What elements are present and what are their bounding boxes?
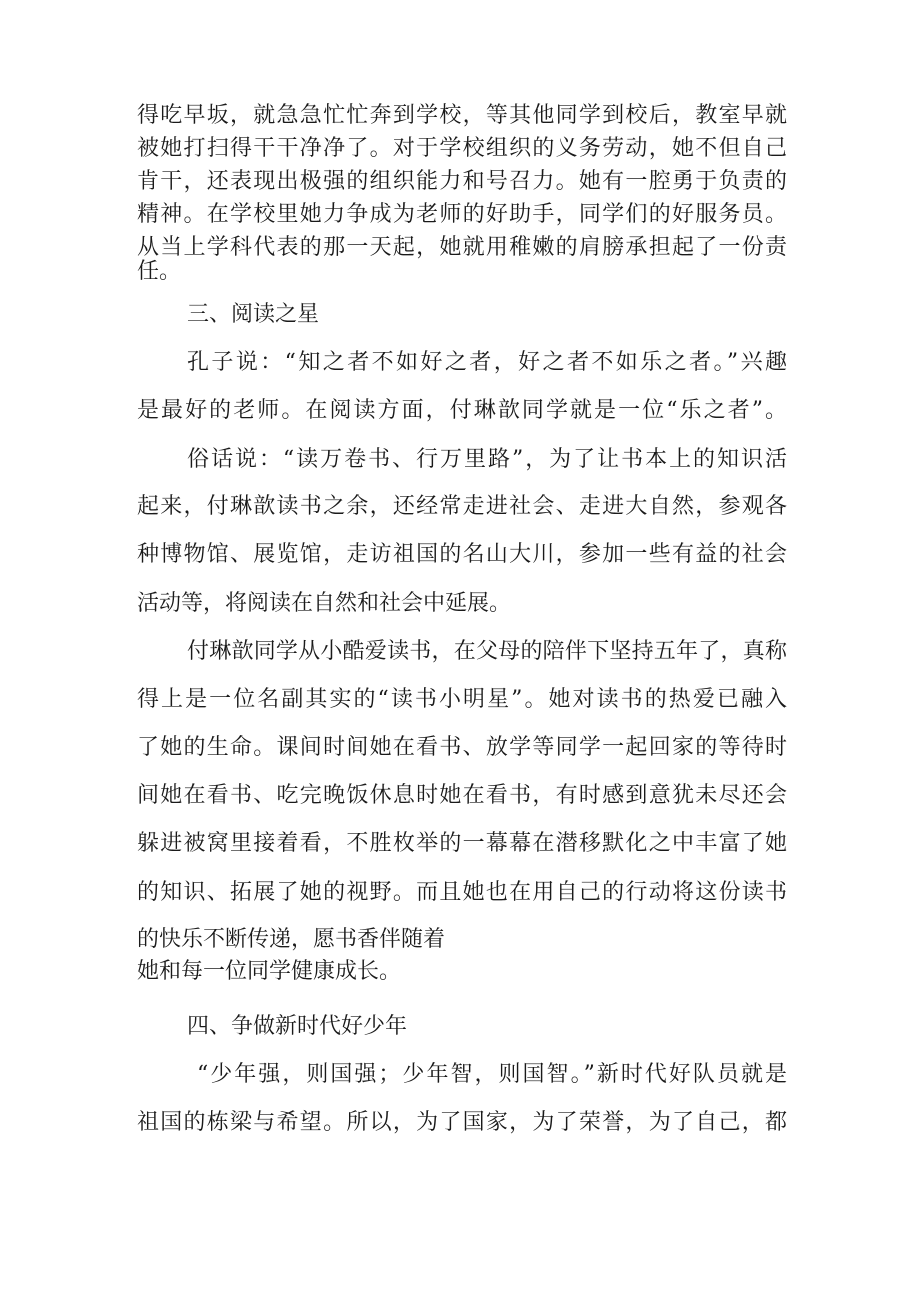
paragraph-line: 被她打扫得干干净净了。对于学校组织的义务劳动，她不但自己	[137, 136, 787, 161]
paragraph-line: 起来，付琳歆读书之余，还经常走进社会、走进大自然，参观各	[137, 494, 787, 519]
paragraph-line: 了她的生命。课间时间她在看书、放学等同学一起回家的等待时	[137, 735, 787, 760]
paragraph-line: 俗话说：“读万卷书、行万里路”，为了让书本上的知识活	[187, 447, 787, 472]
paragraph-line: 得上是一位名副其实的“读书小明星”。她对读书的热爱已融入	[137, 687, 787, 712]
paragraph-line: 付琳歆同学从小酷爱读书，在父母的陪伴下坚持五年了，真称	[187, 639, 787, 664]
paragraph-line: 孔子说：“知之者不如好之者，好之者不如乐之者。”兴趣	[187, 350, 787, 375]
paragraph-line: 任。	[137, 259, 182, 284]
paragraph-line: 祖国的栋梁与希望。所以，为了国家，为了荣誉，为了自己，都	[137, 1110, 787, 1135]
paragraph-line: 的知识、拓展了她的视野。而且她也在用自己的行动将这份读书	[137, 880, 787, 905]
paragraph-line: 躲进被窝里接着看，不胜枚举的一幕幕在潜移默化之中丰富了她	[137, 831, 787, 856]
paragraph-line: 肯干，还表现出极强的组织能力和号召力。她有一腔勇于负责的	[137, 169, 787, 194]
paragraph-line: 活动等，将阅读在自然和社会中延展。	[137, 591, 512, 616]
paragraph-line: 是最好的老师。在阅读方面，付琳歆同学就是一位“乐之者”。	[137, 398, 787, 423]
paragraph-line: 间她在看书、吃完晚饭休息时她在看书，有时感到意犹未尽还会	[137, 783, 787, 808]
paragraph-line: “少年强，则国强；少年智，则国智。”新时代好队员就是	[197, 1062, 787, 1087]
paragraph-line: 精神。在学校里她力争成为老师的好助手，同学们的好服务员。	[137, 202, 787, 227]
section-heading-reading-star: 三、阅读之星	[187, 302, 320, 327]
paragraph-line: 种博物馆、展览馆，走访祖国的名山大川，参加一些有益的社会	[137, 542, 787, 567]
paragraph-line: 从当上学科代表的那一天起，她就用稚嫩的肩膀承担起了一份责	[137, 235, 787, 260]
section-heading-new-era-youth: 四、争做新时代好少年	[187, 1014, 408, 1039]
paragraph-line: 的快乐不断传递，愿书香伴随着	[137, 927, 446, 952]
paragraph-line: 得吃早坂，就急急忙忙奔到学校，等其他同学到校后，教室早就	[137, 103, 787, 128]
paragraph-line: 她和每一位同学健康成长。	[137, 959, 402, 984]
